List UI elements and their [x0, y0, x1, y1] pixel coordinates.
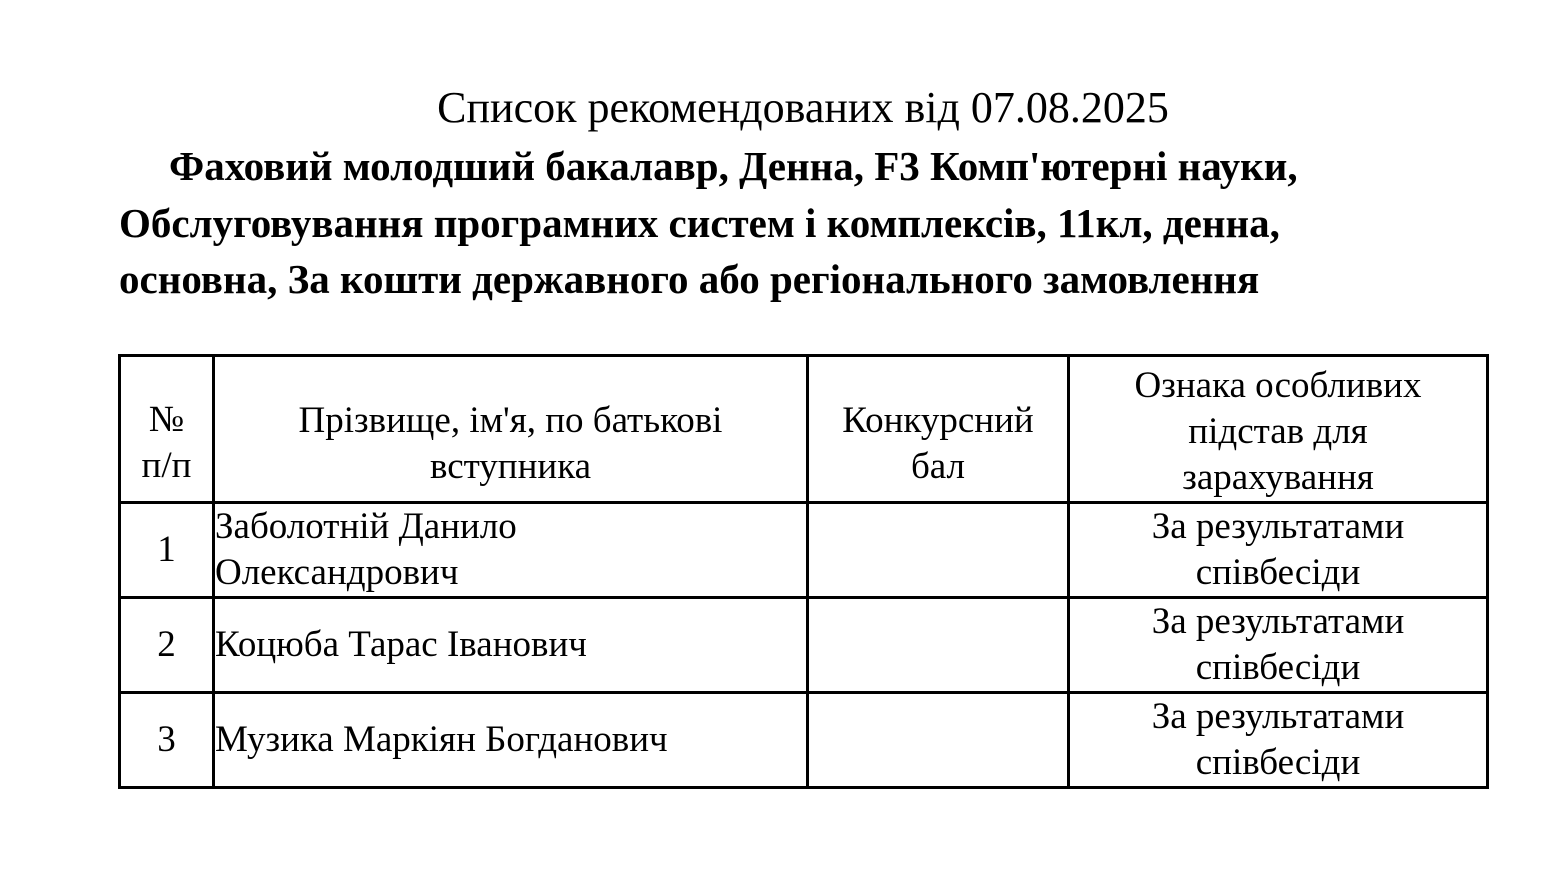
admission-basis-line1: За результатами [1151, 696, 1405, 737]
header-score-line1: Конкурсний [842, 400, 1034, 441]
admission-basis-line2: співбесіди [1195, 742, 1361, 783]
header-score-line2: бал [910, 446, 966, 487]
row-number: 2 [120, 598, 214, 693]
header-basis-line1: Ознака особливих [1134, 365, 1422, 406]
competition-score [808, 598, 1069, 693]
admission-basis [1069, 693, 1488, 788]
header-number [120, 356, 214, 503]
program-description: Фаховий молодший бакалавр, Денна, F3 Комп'ютерні науки, Обслуговування програмних систем і комплексів, 11кл, денна, основна, За кошти державного або регіонального замовлення [119, 143, 1298, 302]
recommended-list-table [118, 354, 1489, 789]
applicant-name [214, 598, 808, 693]
page-title: Список рекомендованих від 07.08.2025 [437, 83, 1169, 132]
header-basis-line2: підстав для [1188, 411, 1368, 452]
admission-basis [1069, 503, 1488, 598]
admission-basis [1069, 598, 1488, 693]
header-score [808, 356, 1069, 503]
admission-basis-line1: За результатами [1151, 506, 1405, 547]
row-number: 3 [120, 693, 214, 788]
admission-basis-line2: співбесіди [1195, 647, 1361, 688]
applicant-name-line1: Коцюба Тарас Іванович [215, 624, 587, 665]
row-number: 1 [120, 503, 214, 598]
competition-score [808, 503, 1069, 598]
applicant-name-line1: Заболотній Данило [215, 506, 517, 547]
admission-basis-line2: співбесіди [1195, 552, 1361, 593]
applicant-name [214, 503, 808, 598]
table-row [120, 503, 1488, 598]
table-row [120, 693, 1488, 788]
table-row [120, 598, 1488, 693]
header-special-basis [1069, 356, 1488, 503]
applicant-name-line2: Олександрович [215, 552, 459, 593]
header-basis-line3: зарахування [1182, 457, 1374, 498]
admission-basis-line1: За результатами [1151, 601, 1405, 642]
applicant-name [214, 693, 808, 788]
header-number-line1: № [148, 399, 185, 440]
header-full-name-line2: вступника [429, 446, 592, 487]
table-header-row [120, 356, 1488, 503]
header-full-name [214, 356, 808, 503]
header-full-name-line1: Прізвище, ім'я, по батькові [298, 400, 723, 441]
competition-score [808, 693, 1069, 788]
applicant-name-line1: Музика Маркіян Богданович [215, 719, 668, 760]
header-number-line2: п/п [141, 445, 192, 486]
